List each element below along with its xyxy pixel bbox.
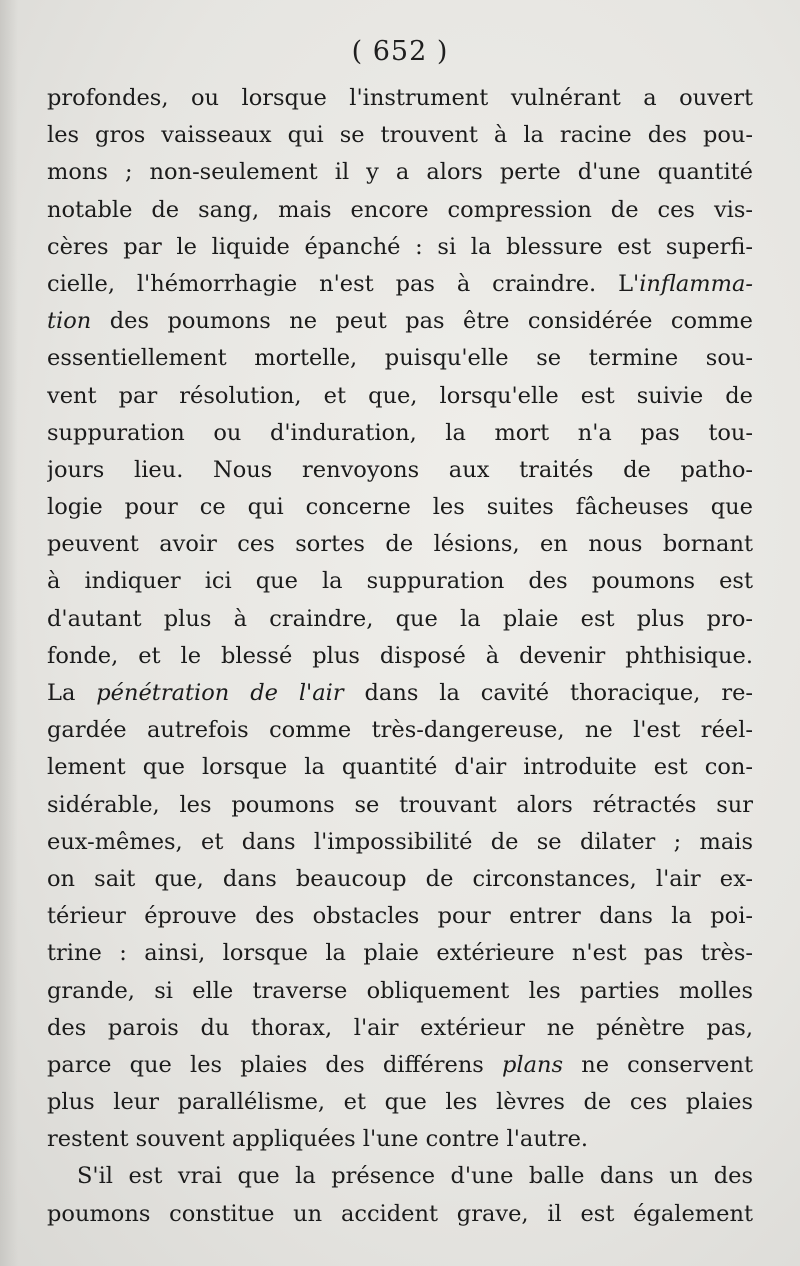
- italic-segment: tion: [47, 308, 92, 335]
- text-segment: profondes, ou lorsque l'instrument vulnérant a ouvert: [47, 85, 753, 111]
- text-line: [47, 526, 753, 563]
- text-segment: eux-mêmes, et dans l'impossibilité de se dilater ; mais: [47, 828, 753, 855]
- text-segment: essentiellement mortelle, puisqu'elle se termine sou-: [47, 345, 753, 372]
- text-segment: à indiquer ici que la suppuration des poumons est: [47, 568, 753, 595]
- text-segment: La: [47, 680, 97, 706]
- text-line: [47, 824, 753, 861]
- text-line: [47, 489, 753, 526]
- text-line: [47, 1121, 753, 1158]
- italic-segment: plans: [502, 1051, 564, 1078]
- text-segment: térieur éprouve des obstacles pour entrer dans la poi-: [47, 903, 753, 930]
- text-segment: S'il est vrai que la présence d'une balle dans un des: [77, 1163, 753, 1190]
- text-line: [47, 712, 753, 749]
- text-segment: grande, si elle traverse obliquement les parties molles: [47, 977, 753, 1004]
- text-segment: trine : ainsi, lorsque la plaie extérieure n'est pas très-: [47, 940, 753, 967]
- text-line: [47, 787, 753, 824]
- text-segment: des poumons ne peut pas être considérée comme: [91, 308, 753, 335]
- page-number: ( 652 ): [351, 36, 449, 67]
- text-segment: fonde, et le blessé plus disposé à devenir phthisique.: [47, 642, 753, 669]
- text-segment: des parois du thorax, l'air extérieur ne pénètre pas,: [47, 1014, 753, 1041]
- text-line: [47, 973, 753, 1010]
- page-edge-shadow: [0, 0, 18, 1266]
- text-segment: poumons constitue un accident grave, il est également: [47, 1200, 753, 1227]
- body-text: [47, 80, 753, 1233]
- text-line: [47, 1047, 753, 1084]
- text-segment: mons ; non-seulement il y a alors perte d'une quantité: [47, 159, 753, 186]
- text-segment: cielle, l'hémorrhagie n'est pas à craindre. L': [47, 270, 640, 297]
- text-segment: d'autant plus à craindre, que la plaie est plus pro-: [47, 605, 753, 632]
- text-line: [47, 1196, 753, 1233]
- text-line: [47, 266, 753, 303]
- text-segment: vent par résolution, et que, lorsqu'elle est suivie de: [47, 382, 753, 409]
- text-line: [47, 675, 753, 712]
- text-segment: gardée autrefois comme très-dangereuse, ne l'est réel-: [47, 717, 753, 744]
- text-line: [47, 601, 753, 638]
- text-line: [47, 229, 753, 266]
- text-line: [47, 749, 753, 786]
- text-line: [47, 340, 753, 377]
- text-line: [47, 1158, 753, 1195]
- text-line: [47, 154, 753, 191]
- text-line: [47, 80, 753, 117]
- text-line: [47, 452, 753, 489]
- text-line: [47, 378, 753, 415]
- text-segment: peuvent avoir ces sortes de lésions, en nous bornant: [47, 531, 753, 558]
- text-segment: logie pour ce qui concerne les suites fâcheuses que: [47, 494, 753, 521]
- italic-segment: pénétration de l'air: [96, 680, 344, 706]
- text-line: [47, 861, 753, 898]
- text-line: [47, 1084, 753, 1121]
- text-line: [47, 192, 753, 229]
- text-line: [47, 935, 753, 972]
- text-segment: suppuration ou d'induration, la mort n'a pas tou-: [47, 419, 753, 446]
- text-segment: parce que les plaies des différens: [47, 1051, 503, 1078]
- text-segment: dans la cavité thoracique, re-: [343, 680, 753, 706]
- text-line: [47, 1010, 753, 1047]
- text-line: [47, 117, 753, 154]
- text-segment: lement que lorsque la quantité d'air introduite est con-: [47, 754, 753, 781]
- italic-segment: inflamma-: [639, 270, 753, 297]
- text-line: [47, 303, 753, 340]
- text-segment: notable de sang, mais encore compression de ces vis-: [47, 196, 753, 223]
- text-segment: cères par le liquide épanché : si la blessure est superfi-: [47, 233, 753, 260]
- text-segment: jours lieu. Nous renvoyons aux traités de patho-: [47, 456, 753, 483]
- text-segment: restent souvent appliquées l'une contre l'autre.: [47, 1126, 589, 1153]
- text-line: [47, 898, 753, 935]
- text-segment: sidérable, les poumons se trouvant alors rétractés sur: [47, 791, 753, 818]
- text-line: [47, 638, 753, 675]
- text-segment: on sait que, dans beaucoup de circonstances, l'air ex-: [47, 865, 753, 892]
- text-line: [47, 415, 753, 452]
- text-line: [47, 563, 753, 600]
- text-segment: ne conservent: [563, 1051, 753, 1078]
- text-segment: les gros vaisseaux qui se trouvent à la racine des pou-: [47, 122, 753, 149]
- text-segment: plus leur parallélisme, et que les lèvres de ces plaies: [47, 1089, 753, 1116]
